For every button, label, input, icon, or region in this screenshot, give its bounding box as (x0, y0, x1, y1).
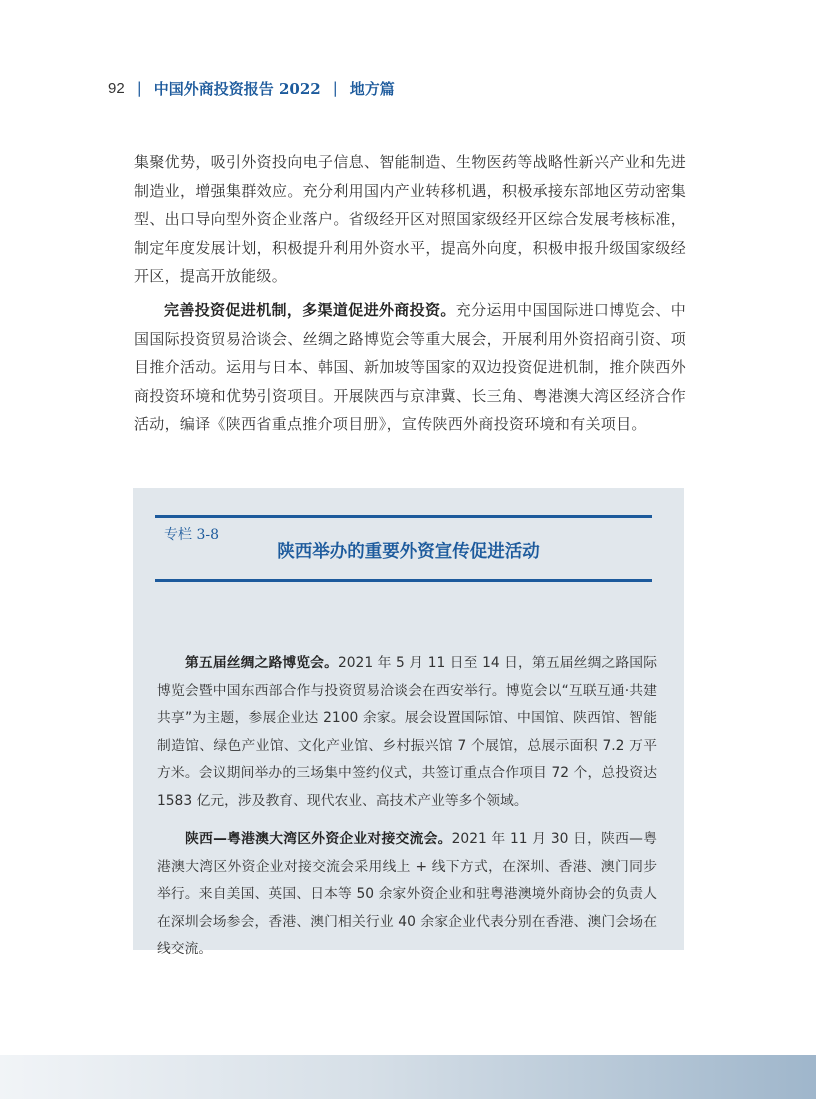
paragraph-lead: 完善投资促进机制，多渠道促进外商投资。 (164, 301, 456, 319)
box-item (157, 650, 657, 815)
header-separator: | (136, 79, 142, 97)
box-item-lead: 陕西—粤港澳大湾区外资企业对接交流会。 (185, 831, 452, 847)
running-header (108, 76, 395, 100)
page-number: 92 (108, 79, 125, 97)
body-paragraph: 集聚优势，吸引外资投向电子信息、智能制造、生物医药等战略性新兴产业和先进制造业，增强集群效应。充分利用国内产业转移机遇，积极承接东部地区劳动密集型、出口导向型外资企业落户。省级经开区对照国家级经开区综合发展考核标准，制定年度发展计划，积极提升利用外资水平，提高外向度，积极申报升级国家级经开区，提高开放能级。 (134, 153, 686, 285)
sidebar-box (133, 488, 684, 957)
box-item-lead: 第五届丝绸之路博览会。 (185, 655, 338, 671)
header-separator: | (332, 79, 338, 97)
box-item-body: 2021 年 11 月 30 日，陕西—粤港澳大湾区外资企业对接交流会采用线上 + 线下方式，在深圳、香港、澳门同步举行。来自美国、英国、日本等 50 余家外资企业和驻粤港澳境外商协会的负责人在深圳会场参会，香港、澳门相关行业 40 余家企业代表分别在香港、澳门会场在线交流。 (157, 831, 658, 957)
box-top-rule (155, 515, 652, 518)
box-bottom-rule (155, 579, 652, 582)
footer-gradient-band (0, 1055, 816, 1099)
report-title: 中国外商投资报告 2022 (153, 79, 321, 98)
box-heading: 陕西举办的重要外资宣传促进活动 (277, 542, 540, 562)
section-name: 地方篇 (349, 79, 395, 98)
body-paragraph (134, 296, 686, 439)
box-item-body: 2021 年 5 月 11 日至 14 日，第五届丝绸之路国际博览会暨中国东西部合作与投资贸易洽谈会在西安举行。博览会以“互联互通·共建共享”为主题，参展企业达 2100 余家。展会设置国际馆、中国馆、陕西馆、智能制造馆、绿色产业馆、文化产业馆、乡村振兴馆 7 个展馆，总展示面积 7.2 万平方米。会议期间举办的三场集中签约仪式，共签订重点合作项目 72 个，总投资达 1583 亿元，涉及教育、现代农业、高技术产业等多个领域。 (157, 655, 658, 809)
paragraph-body: 充分运用中国国际进口博览会、中国国际投资贸易洽谈会、丝绸之路博览会等重大展会，开展利用外资招商引资、项目推介活动。运用与日本、韩国、新加坡等国家的双边投资促进机制，推介陕西外商投资环境和优势引资项目。开展陕西与京津冀、长三角、粤港澳大湾区经济合作活动，编译《陕西省重点推介项目册》，宣传陕西外商投资环境和有关项目。 (134, 301, 686, 433)
box-item (157, 826, 657, 964)
box-tag: 专栏 3-8 (164, 527, 219, 543)
